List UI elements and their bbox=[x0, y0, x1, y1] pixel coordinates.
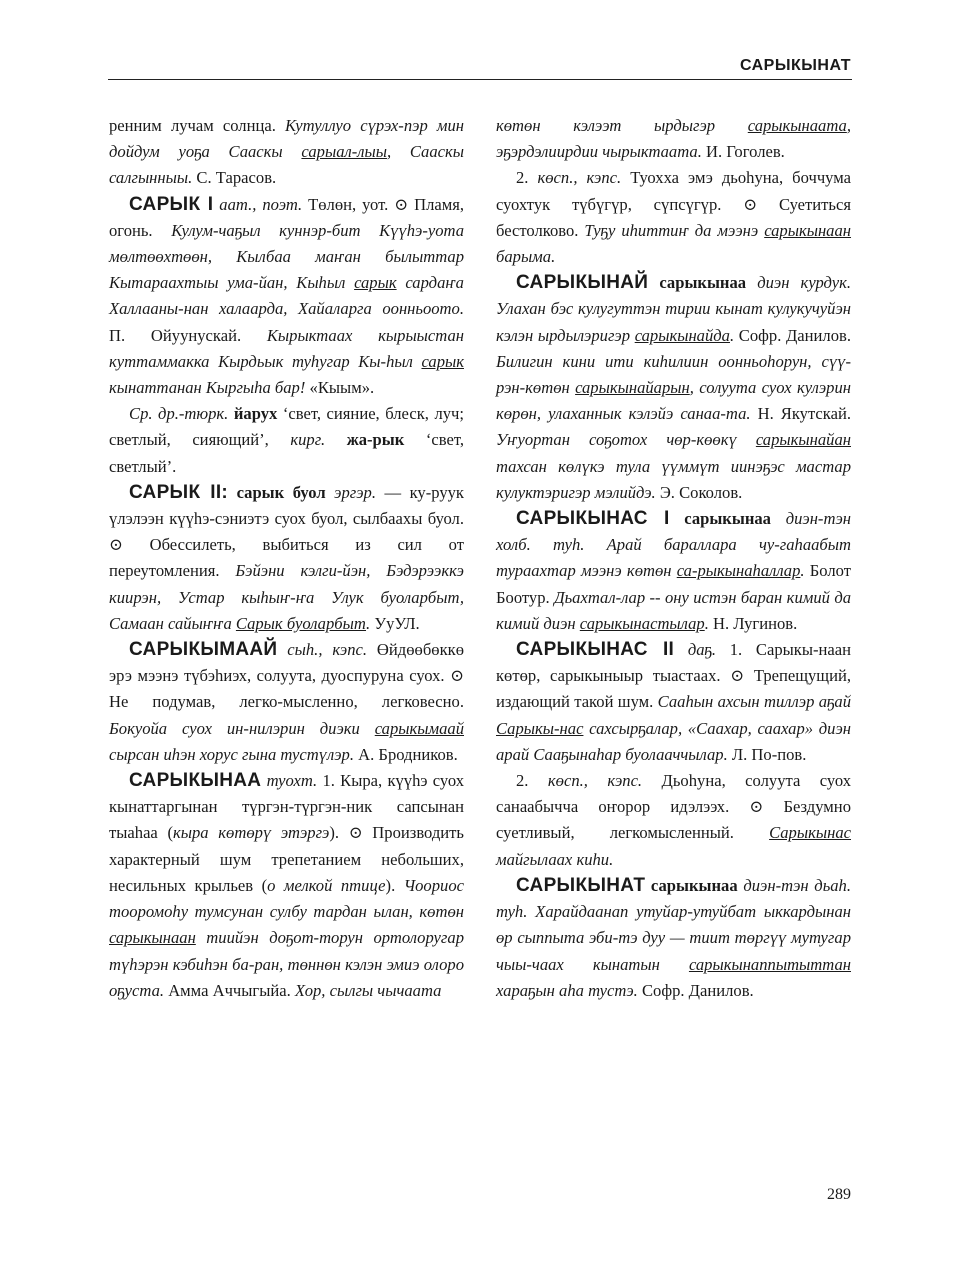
headword: САРЫКЫНАС II bbox=[516, 639, 675, 661]
headword: САРЫК I bbox=[129, 193, 214, 215]
entry-saryk-1: САРЫК I аат., поэт. Төлөн, уот. ⊙ Пламя, огонь. Кулум-чаҕыл куннэр-бит Күүһэ-уота мөлтөөхтөөн, Кылбаа маҥан былыттар Кытараахтыы ума-йан, Кыһыл сарык сардаҥа Халлааны-нан халаарда, Хайаларга оонньоото. П. Ойуунускай. Кырыктаах кырыыстан куттаммакка Кырдьык туһугар Кы-һыл сарык кынаттанан Кыргыһа бар! «Кыым». bbox=[109, 193, 465, 398]
sense-2: 2. көсп., кэпс. Дьоһуна, солуута суох санаабычча оҥорор идэлээх. ⊙ Бездумно суетливый, легкомысленный. Сарыкынас майгылаах киһи. bbox=[496, 771, 851, 869]
entry-sarykynas-2: САРЫКЫНАС II даҕ. 1. Сарыкы-наан көтөр, сарыкыныыр тыастаах. ⊙ Трепещущий, издающий такой шум. Сааһын ахсын тиллэр аҕай Сарыкы-нас сахсырҕалар, «Саахар, саахар» диэн арай Сааҕынаһар буолааччылар. Л. По-пов. bbox=[496, 639, 851, 764]
entry-continuation: ренним лучам солнца. Кутуллуо сүрэх-пэр мин дойдум уоҕа Сааскы сарыал-лыы, Сааскы салгынныы. С. Тарасов. bbox=[109, 116, 465, 188]
entry-sarykynaa: САРЫКЫНАА туохт. 1. Кыра, күүһэ суох кынаттаргынан түргэн-түргэн-ник сапсынан тыаһаа (кыра көтөрү этэргэ). ⊙ Производить характерный шум трепетанием небольших, несильных крыльев (о мелкой птице). Чоорuос тооромоһу тумсунан сулбу тардан ылан, көтөн сарыкынаан тиийэн доҕот-торун ортолоругар түһэрэн кэбиһэн ба-ран, төннөн кэлэн эмиэ олоро оҕуста. Амма Аччыгыйа. Хор, сылгы чычаата bbox=[109, 770, 465, 1000]
right-column bbox=[496, 113, 851, 1004]
header-rule bbox=[108, 79, 852, 80]
running-head: САРЫКЫНАТ bbox=[739, 57, 851, 74]
left-column bbox=[109, 113, 464, 1004]
sense-2: 2. көсп., кэпс. Туохха эмэ дьоһуна, боччума суохтук түбүгүр, сүпсүгүр. ⊙ Суетиться бестолково. Туҕу иһиттиҥ да мээнэ сарыкынаан барыма. bbox=[496, 168, 852, 267]
entry-sarykymaai: САРЫКЫМААЙ сыһ., кэпс. Өйдөөбөккө эрэ мээнэ түбэһиэх, солуута, дуоспуруна суох. ⊙ Не подумав, легко-мысленно, легковесно. Бокуойа суох ин-нилэрин диэки сарыкымаай сырсан иһэн хорус гына тустүлэр. А. Бродников. bbox=[109, 639, 464, 764]
entry-saryk-2: САРЫК II: сарык буол эргэр. — ку-руук үлэлээн күүһэ-сэниэтэ суох буол, сылбаахы буол. ⊙ Обессилеть, выбиться из сил от переутомления. Бэйэни кэлги-йэн, Бэдэрээккэ киирэн, Устар кыһыҥ-ҥа Улук буоларбыт, Самаан сайыҥҥа Сарык буоларбыт. УуУЛ. bbox=[109, 481, 464, 633]
headword: САРЫКЫНАЙ bbox=[516, 272, 649, 294]
entry-sarykynas-1: САРЫКЫНАС I сарыкынаа диэн-тэн холб. туһ. Арай бараллара чу-гаһаабыт тураахтар мээнэ көтөн са-рыкынаһаллар. Болот Боотур. Дьахтал-лар -- ону истэн баран кимий да кимий диэн сарыкынастылар. Н. Лугинов. bbox=[496, 508, 852, 633]
page-number: 289 bbox=[827, 1186, 851, 1203]
headword: САРЫКЫНАС I bbox=[516, 508, 670, 530]
etymology-note: Ср. др.-тюрк. йарух ‘свет, сияние, блеск, луч; светлый, сияющий’, кирг. жа-рык ‘свет, светлый’. bbox=[109, 404, 464, 476]
entry-sarykynat: САРЫКЫНАТ сарыкынаа диэн-тэн дьаһ. туһ. Харайдаанап утуйар-утуйбат ыккардынан өр сыппыта эби-тэ дуу — тиит төргүү мутугар чыы-чаах кынатын сарыкынаппытыттан хараҕын аһа тустэ. Софр. Данилов. bbox=[496, 874, 851, 1000]
headword: САРЫКЫНАТ bbox=[516, 874, 646, 896]
headword: САРЫКЫМААЙ bbox=[129, 639, 278, 661]
entry-sarykynai: САРЫКЫНАЙ сарыкынаа диэн курдук. Улахан бэс кулугуттэн тирии кынат кулукучуйэн кэлэн ырдылэригэр сарыкынайда. Софр. Данилов. Билигин кини ити киһилиин оонньоһорун, сүү-рэн-көтөн сарыкынайарын, солуута суох кулэрин көрөн, улаханнык кэлэйэ санаа-та. Н. Якутскай. Уҥуортан соҕотох чөр-көөкү сарыкынайан тахсан көлүкэ тула үүммүт иинэҕэс мастар кулуктэригэр мэлийдэ. Э. Соколов. bbox=[496, 272, 852, 502]
headword: САРЫК II: bbox=[129, 481, 229, 503]
entry-continuation: көтөн кэлээт ырдыгэр сарыкынаата, эҕэрдэлиирдии чырыктаата. И. Гоголев. bbox=[496, 116, 851, 162]
headword: САРЫКЫНАА bbox=[129, 770, 262, 792]
